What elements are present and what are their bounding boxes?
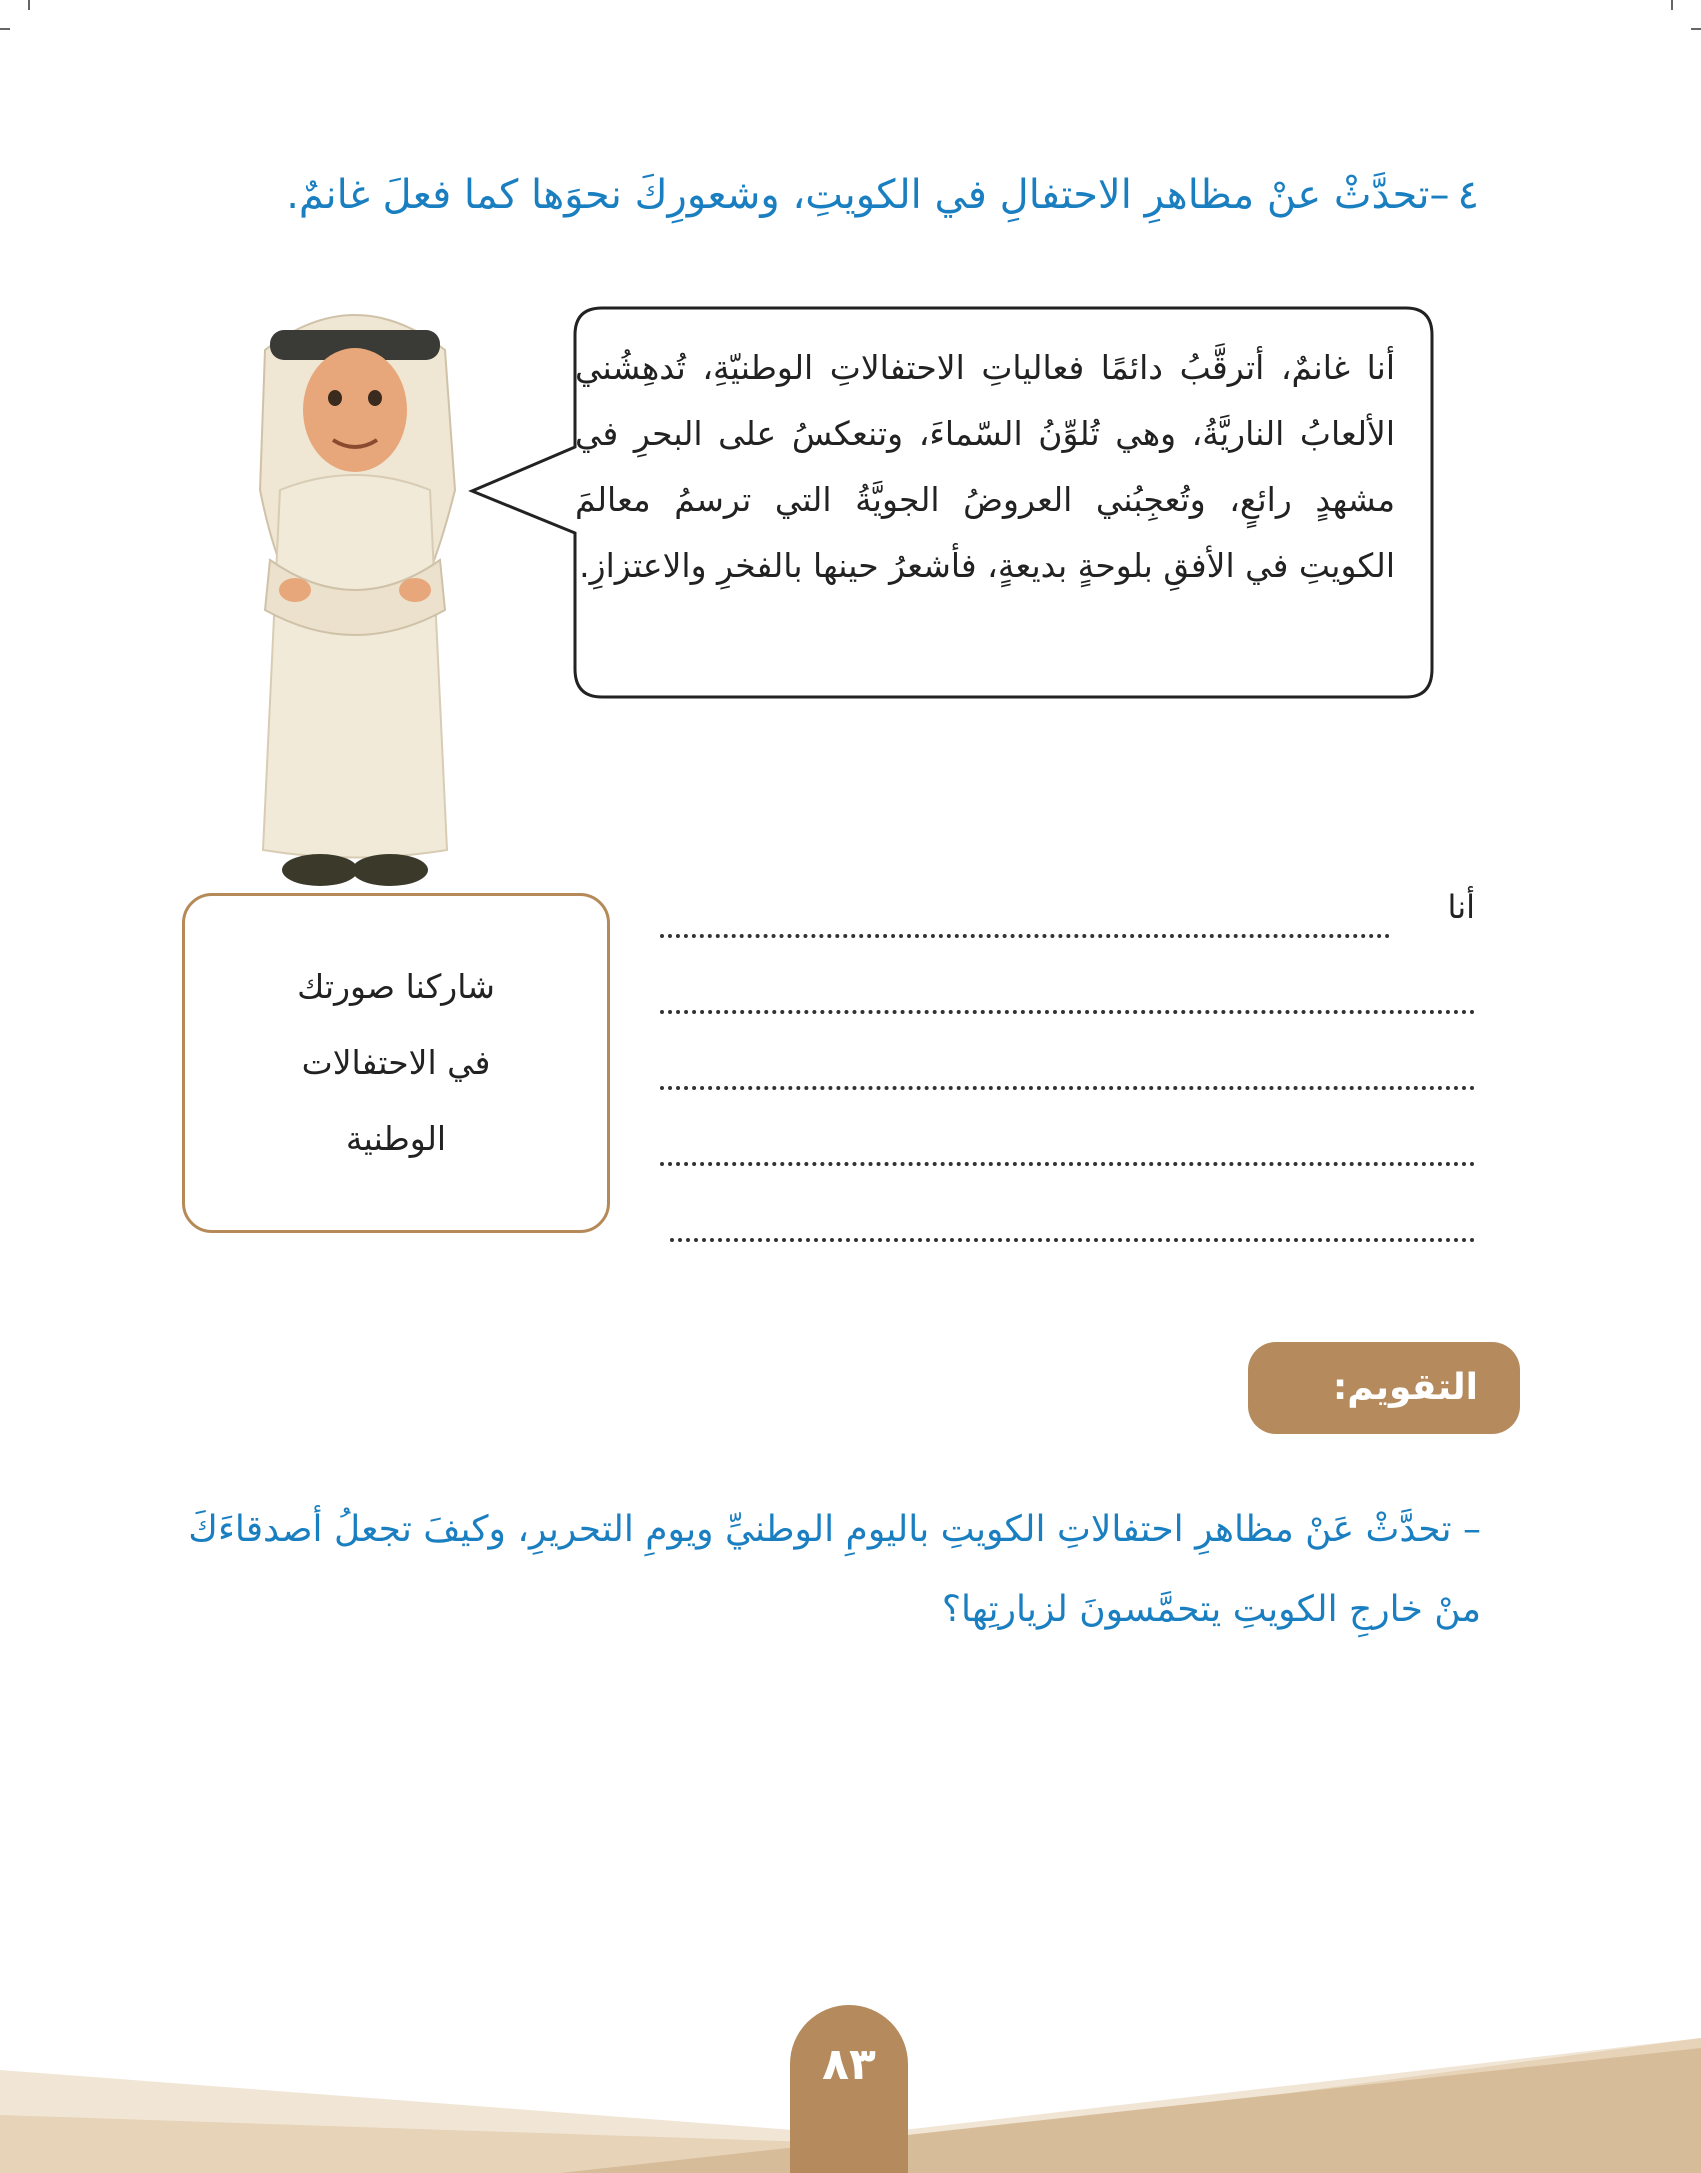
share-photo-box[interactable] xyxy=(182,893,610,1233)
dotted-line xyxy=(660,1162,1475,1166)
dotted-line xyxy=(660,1010,1475,1014)
crop-mark xyxy=(28,0,30,10)
crop-mark xyxy=(1691,28,1701,30)
page-number: ٨٣ xyxy=(790,2005,908,2173)
photo-box-line: شاركنا صورتك xyxy=(297,967,495,1006)
dotted-line xyxy=(670,1238,1475,1242)
answer-line[interactable] xyxy=(660,880,1475,956)
boy-character-illustration xyxy=(225,290,485,890)
answer-lines xyxy=(660,880,1475,1260)
photo-box-line: في الاحتفالات xyxy=(301,1043,491,1082)
dotted-line xyxy=(660,934,1390,938)
evaluation-question: – تحدَّثْ عَنْ مظاهرِ احتفالاتِ الكويتِ باليومِ الوطنيِّ ويومِ التحريرِ، وكيفَ تجعلُ أصدقاءَكَ منْ خارجِ الكويتِ يتحمَّسونَ لزيارتِها؟ xyxy=(188,1509,1481,1630)
answer-line[interactable] xyxy=(660,956,1475,1032)
speech-bubble-text: أنا غانمٌ، أترقَّبُ دائمًا فعالياتِ الاحتفالاتِ الوطنيّةِ، تُدهِشُني الألعابُ الناريَّةُ، وهي تُلوِّنُ السّماءَ، وتنعكسُ على البحرِ في مشهدٍ رائعٍ، وتُعجِبُني العروضُ الجويَّةُ التي ترسمُ معالمَ الكويتِ في الأفقِ بلوحةٍ بديعةٍ، فأشعرُ حينها بالفخرِ والاعتزازِ. xyxy=(575,348,1395,585)
evaluation-heading: التقويم: xyxy=(1248,1342,1520,1434)
dotted-line xyxy=(660,1086,1475,1090)
question-number: ٤ xyxy=(1457,172,1479,218)
answer-start-label: أنا xyxy=(1447,888,1475,926)
crop-mark xyxy=(1671,0,1673,10)
answer-line[interactable] xyxy=(660,1184,1475,1260)
question-text: –تحدَّثْ عنْ مظاهرِ الاحتفالِ في الكويتِ، وشعورِكَ نحوَها كما فعلَ غانمٌ. xyxy=(286,172,1450,218)
question-4 xyxy=(150,165,1479,225)
crop-mark xyxy=(0,28,10,30)
answer-line[interactable] xyxy=(660,1108,1475,1184)
photo-box-line: الوطنية xyxy=(345,1119,447,1158)
answer-line[interactable] xyxy=(660,1032,1475,1108)
speech-bubble xyxy=(460,305,1435,700)
